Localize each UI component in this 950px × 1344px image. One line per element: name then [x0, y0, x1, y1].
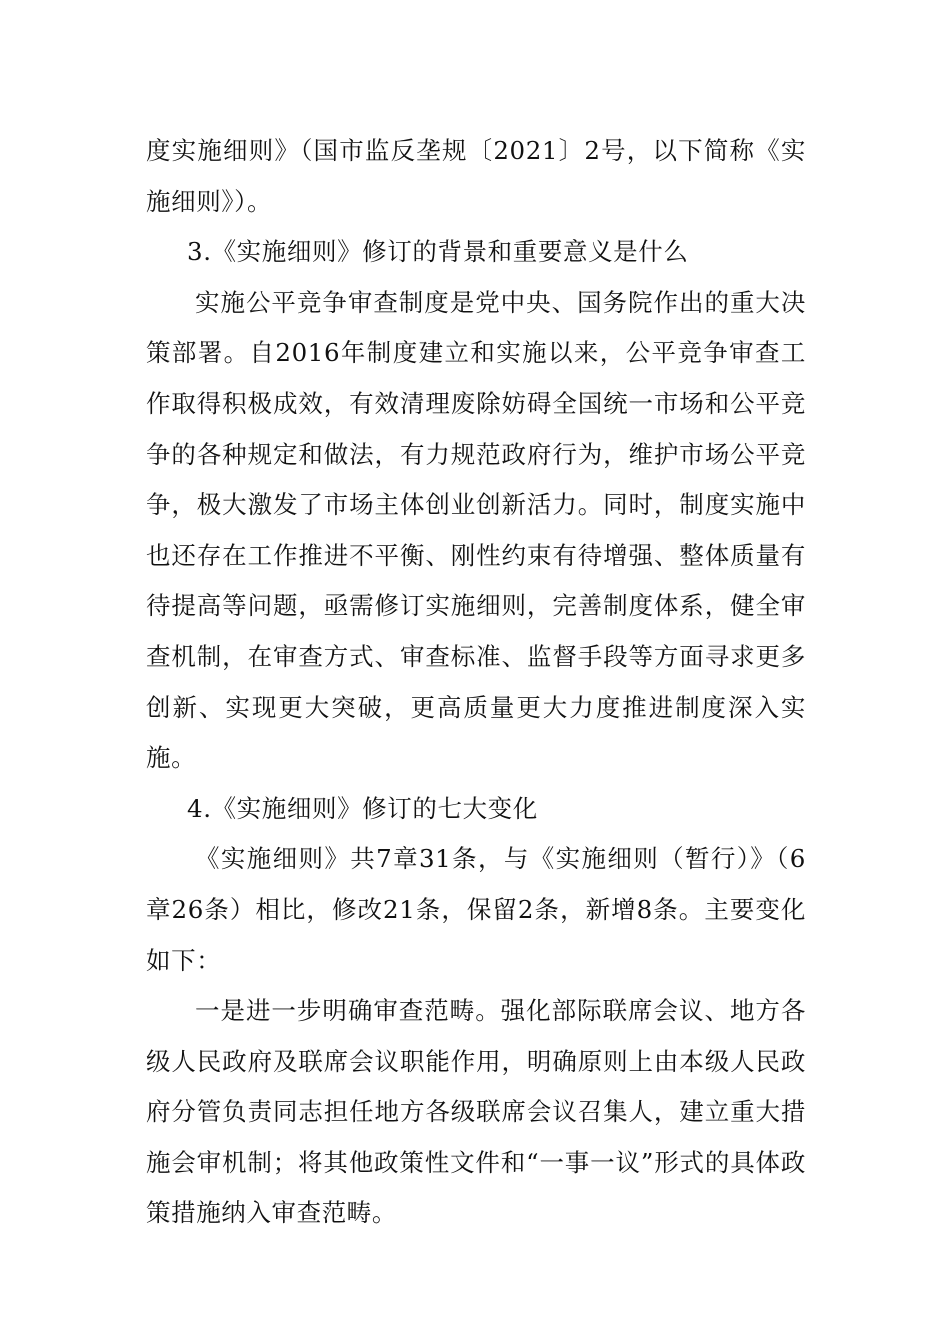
- section-3-heading: 3.《实施细则》修订的背景和重要意义是什么: [187, 237, 689, 267]
- section-3-paragraph: 实施公平竞争审查制度是党中央、国务院作出的重大决策部署。自2016年制度建立和实施以来，公平竞争审查工作取得积极成效，有效清理废除妨碍全国统一市场和公平竞争的各种规定和做法，有力规范政府行为，维护市场公平竞争，极大激发了市场主体创业创新活力。同时，制度实施中也还存在工作推进不平衡、刚性约束有待增强、整体质量有待提高等问题，亟需修订实施细则，完善制度体系，健全审查机制，在审查方式、审查标准、监督手段等方面寻求更多创新、实现更大突破，更高质量更大力度推进制度深入实施。: [146, 287, 806, 773]
- section-4-paragraph: 《实施细则》共7章31条，与《实施细则（暂行）》（6章26条）相比，修改21条，保留2条，新增8条。主要变化如下：: [146, 844, 806, 975]
- document-page: [146, 126, 806, 1239]
- change-1-paragraph: 一是进一步明确审查范畴。强化部际联席会议、地方各级人民政府及联席会议职能作用，明确原则上由本级人民政府分管负责同志担任地方各级联席会议召集人，建立重大措施会审机制；将其他政策性文件和“一事一议”形式的具体政策措施纳入审查范畴。: [146, 996, 806, 1228]
- section-4-heading: 4.《实施细则》修订的七大变化: [187, 793, 538, 823]
- intro-paragraph: 度实施细则》（国市监反垄规〔2021〕2号，以下简称《实施细则》）。: [146, 136, 806, 216]
